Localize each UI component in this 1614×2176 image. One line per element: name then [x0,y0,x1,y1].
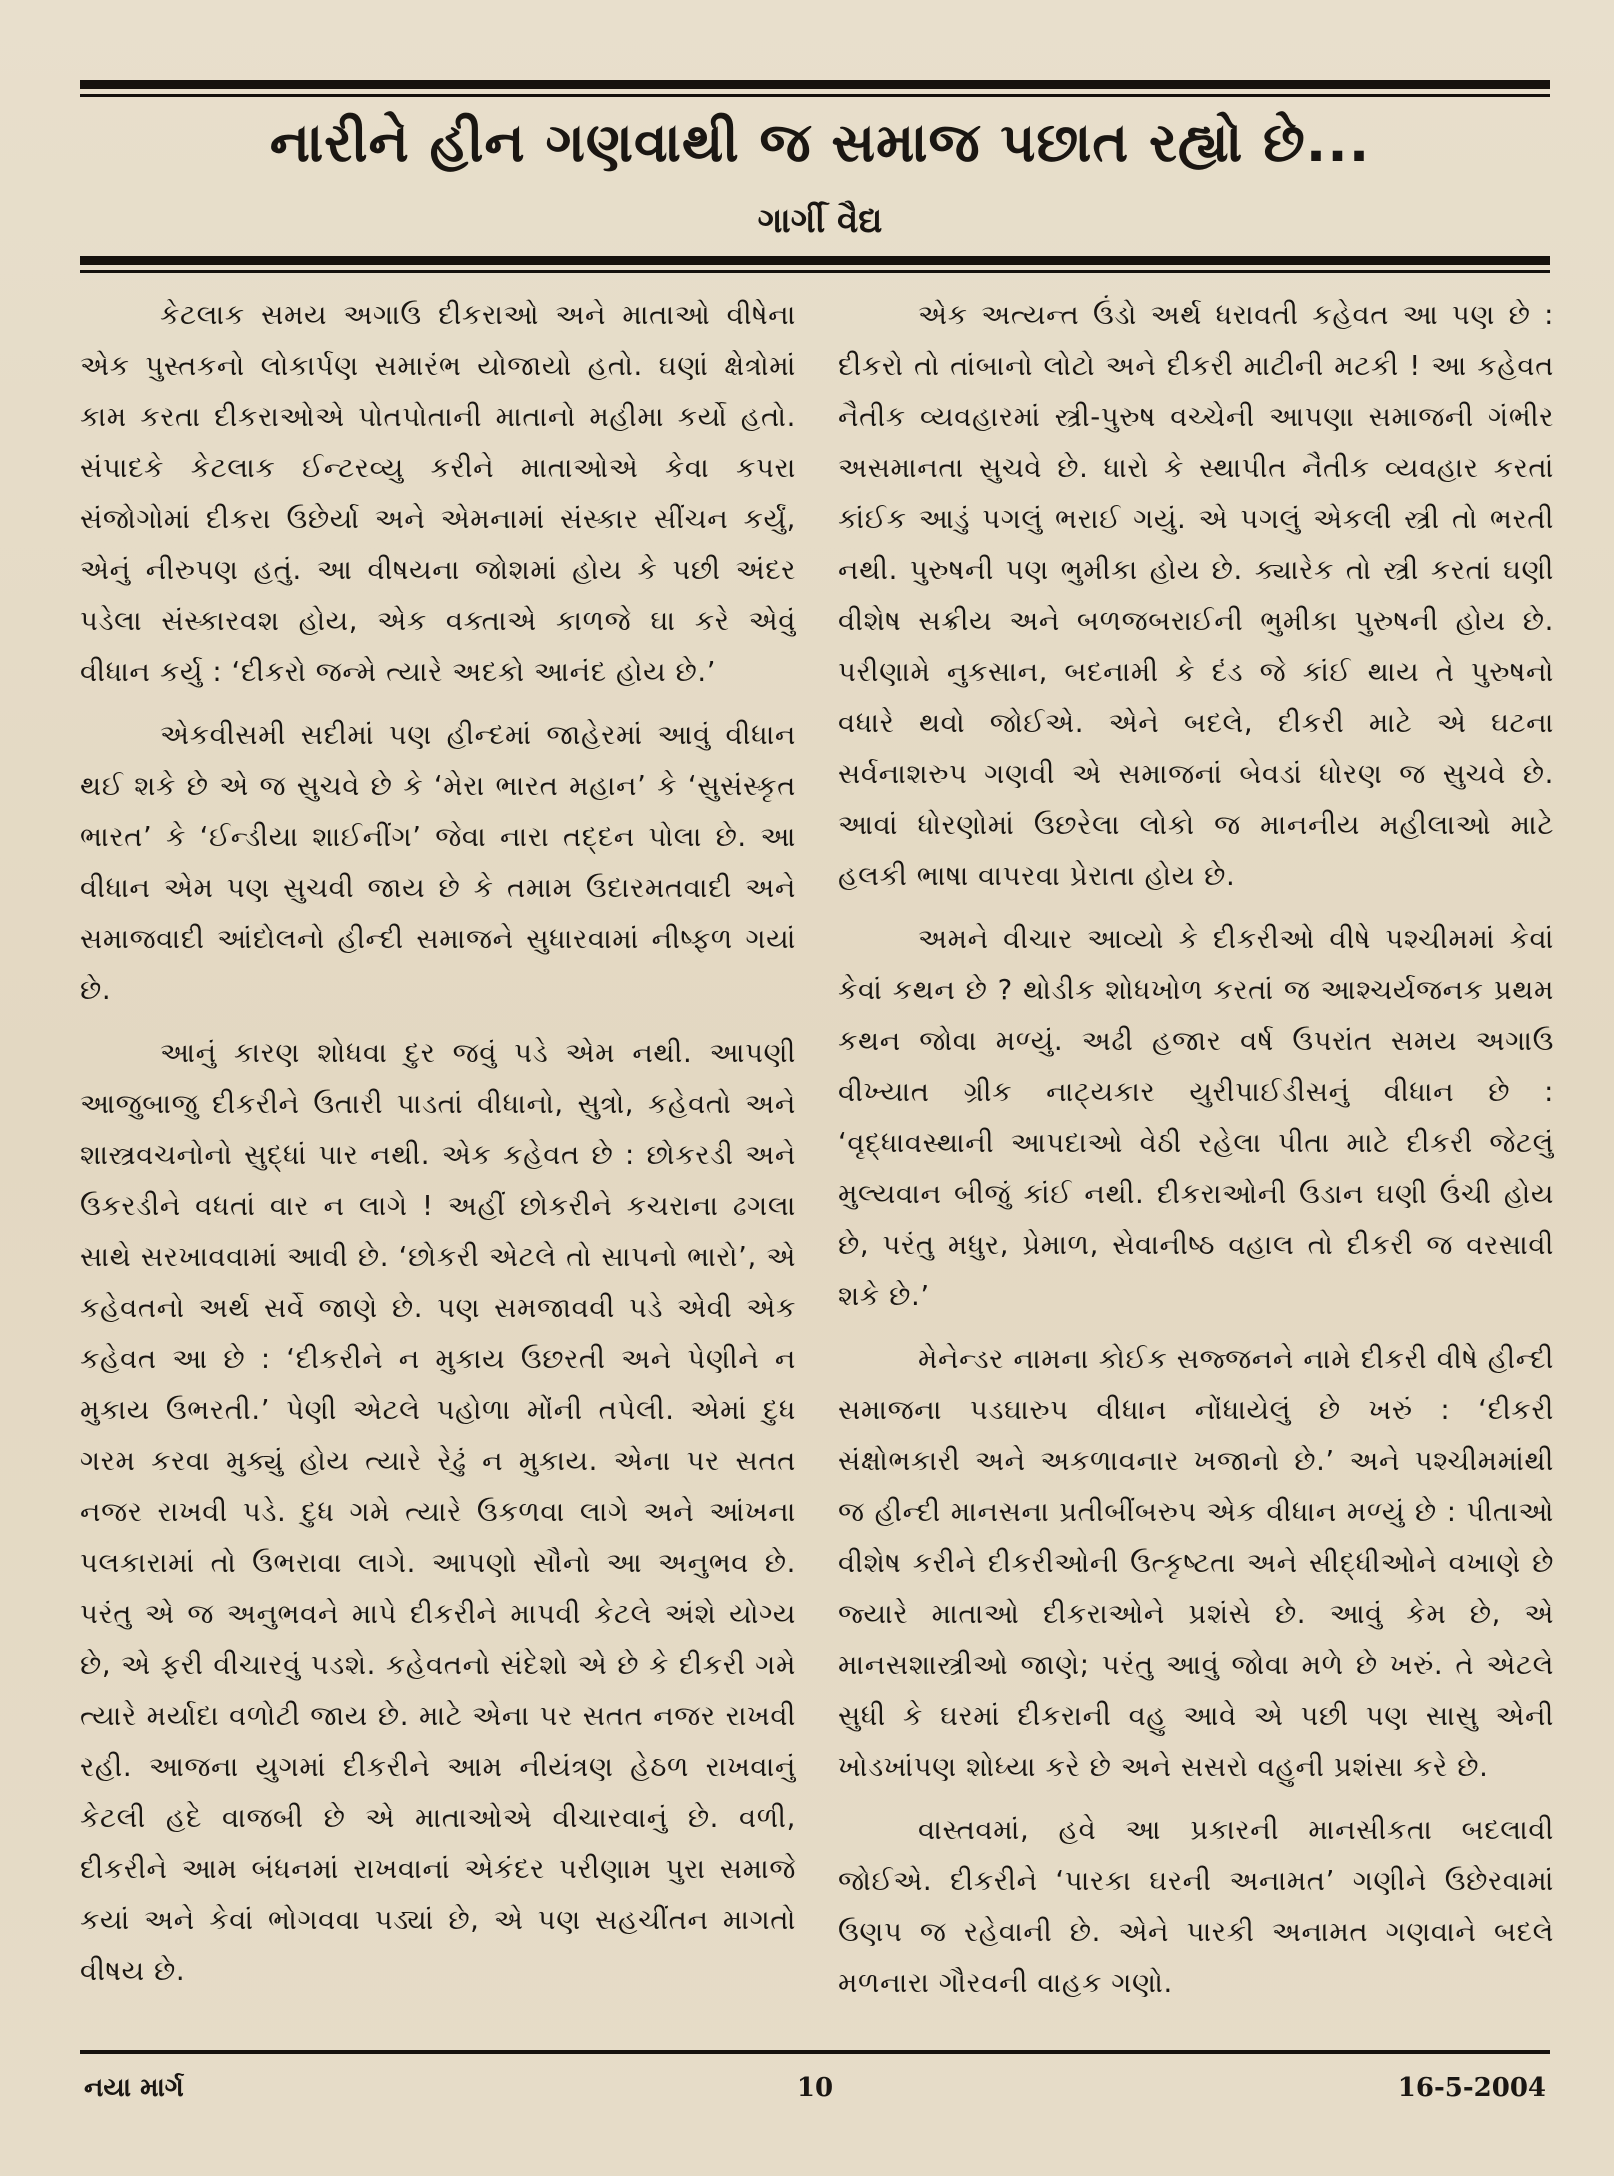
paragraph: એકવીસમી સદીમાં પણ હીન્દમાં જાહેરમાં આવું વીધાન થઈ શકે છે એ જ સુચવે છે કે ‘મેરા ભારત મહાન’ કે ‘સુસંસ્કૃત ભારત’ કે ‘ઈન્ડીયા શાઈનીંગ’ જેવા નારા તદ્દન પોલા છે. આ વીધાન એમ પણ સુચવી જાય છે કે તમામ ઉદારમતવાદી અને સમાજવાદી આંદોલનો હીન્દી સમાજને સુધારવામાં નીષ્ફળ ગયાં છે. [80,719,796,1006]
article-title: નારીને હીન ગણવાથી જ સમાજ પછાત રહ્યો છે... [269,111,1371,174]
left-column [80,290,796,2030]
top-rule-thick [80,80,1550,89]
header-bottom-rule-thick [80,256,1550,265]
paragraph: મેનેન્ડર નામના કોઈક સજ્જનને નામે દીકરી વીષે હીન્દી સમાજના પડઘારુપ વીધાન નોંધાયેલું છે ખરું : ‘દીકરી સંક્ષોભકારી અને અકળાવનાર ખજાનો છે.’ અને પશ્ચીમમાંથી જ હીન્દી માનસના પ્રતીબીંબરુપ એક વીધાન મળ્યું છે : પીતાઓ વીશેષ કરીને દીકરીઓની ઉત્કૃષ્ટતા અને સીદ્ધીઓને વખાણે છે જ્યારે માતાઓ દીકરાઓને પ્રશંસે છે. આવું કેમ છે, એ માનસશાસ્ત્રીઓ જાણે; પરંતુ આવું જોવા મળે છે ખરું. તે એટલે સુધી કે ઘરમાં દીકરાની વહુ આવે એ પછી પણ સાસુ એની ખોડખાંપણ શોધ્યા કરે છે અને સસરો વહુની પ્રશંસા કરે છે. [838,1343,1554,1783]
paragraph: કેટલાક સમય અગાઉ દીકરાઓ અને માતાઓ વીષેના એક પુસ્તકનો લોકાર્પણ સમારંભ યોજાયો હતો. ઘણાં ક્ષેત્રોમાં કામ કરતા દીકરાઓએ પોતપોતાની માતાનો મહીમા કર્યો હતો. સંપાદકે કેટલાક ઈન્ટરવ્યુ કરીને માતાઓએ કેવા કપરા સંજોગોમાં દીકરા ઉછેર્યા અને એમનામાં સંસ્કાર સીંચન કર્યું, એનું નીરુપણ હતું. આ વીષયના જોશમાં હોય કે પછી અંદર પડેલા સંસ્કારવશ હોય, એક વક્તાએ કાળજે ઘા કરે એવું વીધાન કર્યુ : ‘દીકરો જન્મે ત્યારે અદકો આનંદ હોય છે.’ [80,299,796,688]
header-bottom-rule-thin [80,270,1550,273]
paragraph: અમને વીચાર આવ્યો કે દીકરીઓ વીષે પશ્ચીમમાં કેવાં કેવાં કથન છે ? થોડીક શોધખોળ કરતાં જ આશ્ચર્યજનક પ્રથમ કથન જોવા મળ્યું. અઢી હજાર વર્ષ ઉપરાંત સમય અગાઉ વીખ્યાત ગ્રીક નાટ્યકાર યુરીપાઈડીસનું વીધાન છે : ‘વૃદ્ધાવસ્થાની આપદાઓ વેઠી રહેલા પીતા માટે દીકરી જેટલું મુલ્યવાન બીજું કાંઈ નથી. દીકરાઓની ઉડાન ઘણી ઉંચી હોય છે, પરંતુ મધુર, પ્રેમાળ, સેવાનીષ્ઠ વહાલ તો દીકરી જ વરસાવી શકે છે.’ [838,923,1554,1312]
page-footer [80,2066,1550,2110]
article-author: ગાર્ગી વૈદ્ય [757,201,883,241]
publication-name: નયા માર્ગ [84,2073,184,2103]
issue-date: 16-5-2004 [1397,2073,1546,2103]
top-rule-thin [80,94,1550,97]
paragraph: આનું કારણ શોધવા દુર જવું પડે એમ નથી. આપણી આજુબાજુ દીકરીને ઉતારી પાડતાં વીધાનો, સુત્રો, કહેવતો અને શાસ્ત્રવચનોનો સુદ્ધાં પાર નથી. એક કહેવત છે : છોકરડી અને ઉકરડીને વધતાં વાર ન લાગે ! અહીં છોકરીને કચરાના ઢગલા સાથે સરખાવવામાં આવી છે. ‘છોકરી એટલે તો સાપનો ભારો’, એ કહેવતનો અર્થ સર્વે જાણે છે. પણ સમજાવવી પડે એવી એક કહેવત આ છે : ‘દીકરીને ન મુકાય ઉછરતી અને પેણીને ન મુકાય ઉભરતી.’ પેણી એટલે પહોળા મોંની તપેલી. એમાં દુધ ગરમ કરવા મુક્યું હોય ત્યારે રેઢું ન મુકાય. એના પર સતત નજર રાખવી પડે. દુધ ગમે ત્યારે ઉકળવા લાગે અને આંખના પલકારામાં તો ઉભરાવા લાગે. આપણો સૌનો આ અનુભવ છે. પરંતુ એ જ અનુભવને માપે દીકરીને માપવી કેટલે અંશે યોગ્ય છે, એ ફરી વીચારવું પડશે. કહેવતનો સંદેશો એ છે કે દીકરી ગમે ત્યારે મર્યાદા વળોટી જાય છે. માટે એના પર સતત નજર રાખવી રહી. આજના યુગમાં દીકરીને આમ નીયંત્રણ હેઠળ રાખવાનું કેટલી હદે વાજબી છે એ માતાઓએ વીચારવાનું છે. વળી, દીકરીને આમ બંધનમાં રાખવાનાં એકંદર પરીણામ પુરા સમાજે કયાં અને કેવાં ભોગવવા પડ્યાં છે, એ પણ સહચીંતન માગતો વીષય છે. [80,1037,796,1987]
paragraph: વાસ્તવમાં, હવે આ પ્રકારની માનસીકતા બદલાવી જોઈએ. દીકરીને ‘પારકા ઘરની અનામત’ ગણીને ઉછેરવામાં ઉણપ જ રહેવાની છે. એને પારકી અનામત ગણવાને બદલે મળનારા ગૌરવની વાહક ગણો. [838,1814,1554,1999]
footer-rule [80,2050,1550,2054]
page-number: 10 [796,2073,834,2103]
paragraph: એક અત્યન્ત ઉંડો અર્થ ધરાવતી કહેવત આ પણ છે : દીકરો તો તાંબાનો લોટો અને દીકરી માટીની મટકી ! આ કહેવત નૈતીક વ્યવહારમાં સ્ત્રી-પુરુષ વચ્ચેની આપણા સમાજની ગંભીર અસમાનતા સુચવે છે. ધારો કે સ્થાપીત નૈતીક વ્યવહાર કરતાં કાંઈક આડું પગલું ભરાઈ ગયું. એ પગલું એકલી સ્ત્રી તો ભરતી નથી. પુરુષની પણ ભુમીકા હોય છે. ક્યારેક તો સ્ત્રી કરતાં ઘણી વીશેષ સક્રીય અને બળજબરાઈની ભુમીકા પુરુષની હોય છે. પરીણામે નુકસાન, બદનામી કે દંડ જે કાંઈ થાય તે પુરુષનો વધારે થવો જોઈએ. એને બદલે, દીકરી માટે એ ઘટના સર્વનાશરુપ ગણવી એ સમાજનાં બેવડાં ધોરણ જ સુચવે છે. આવાં ધોરણોમાં ઉછરેલા લોકો જ માનનીય મહીલાઓ માટે હલકી ભાષા વાપરવા પ્રેરાતા હોય છે. [838,299,1554,892]
right-column [838,290,1554,2030]
